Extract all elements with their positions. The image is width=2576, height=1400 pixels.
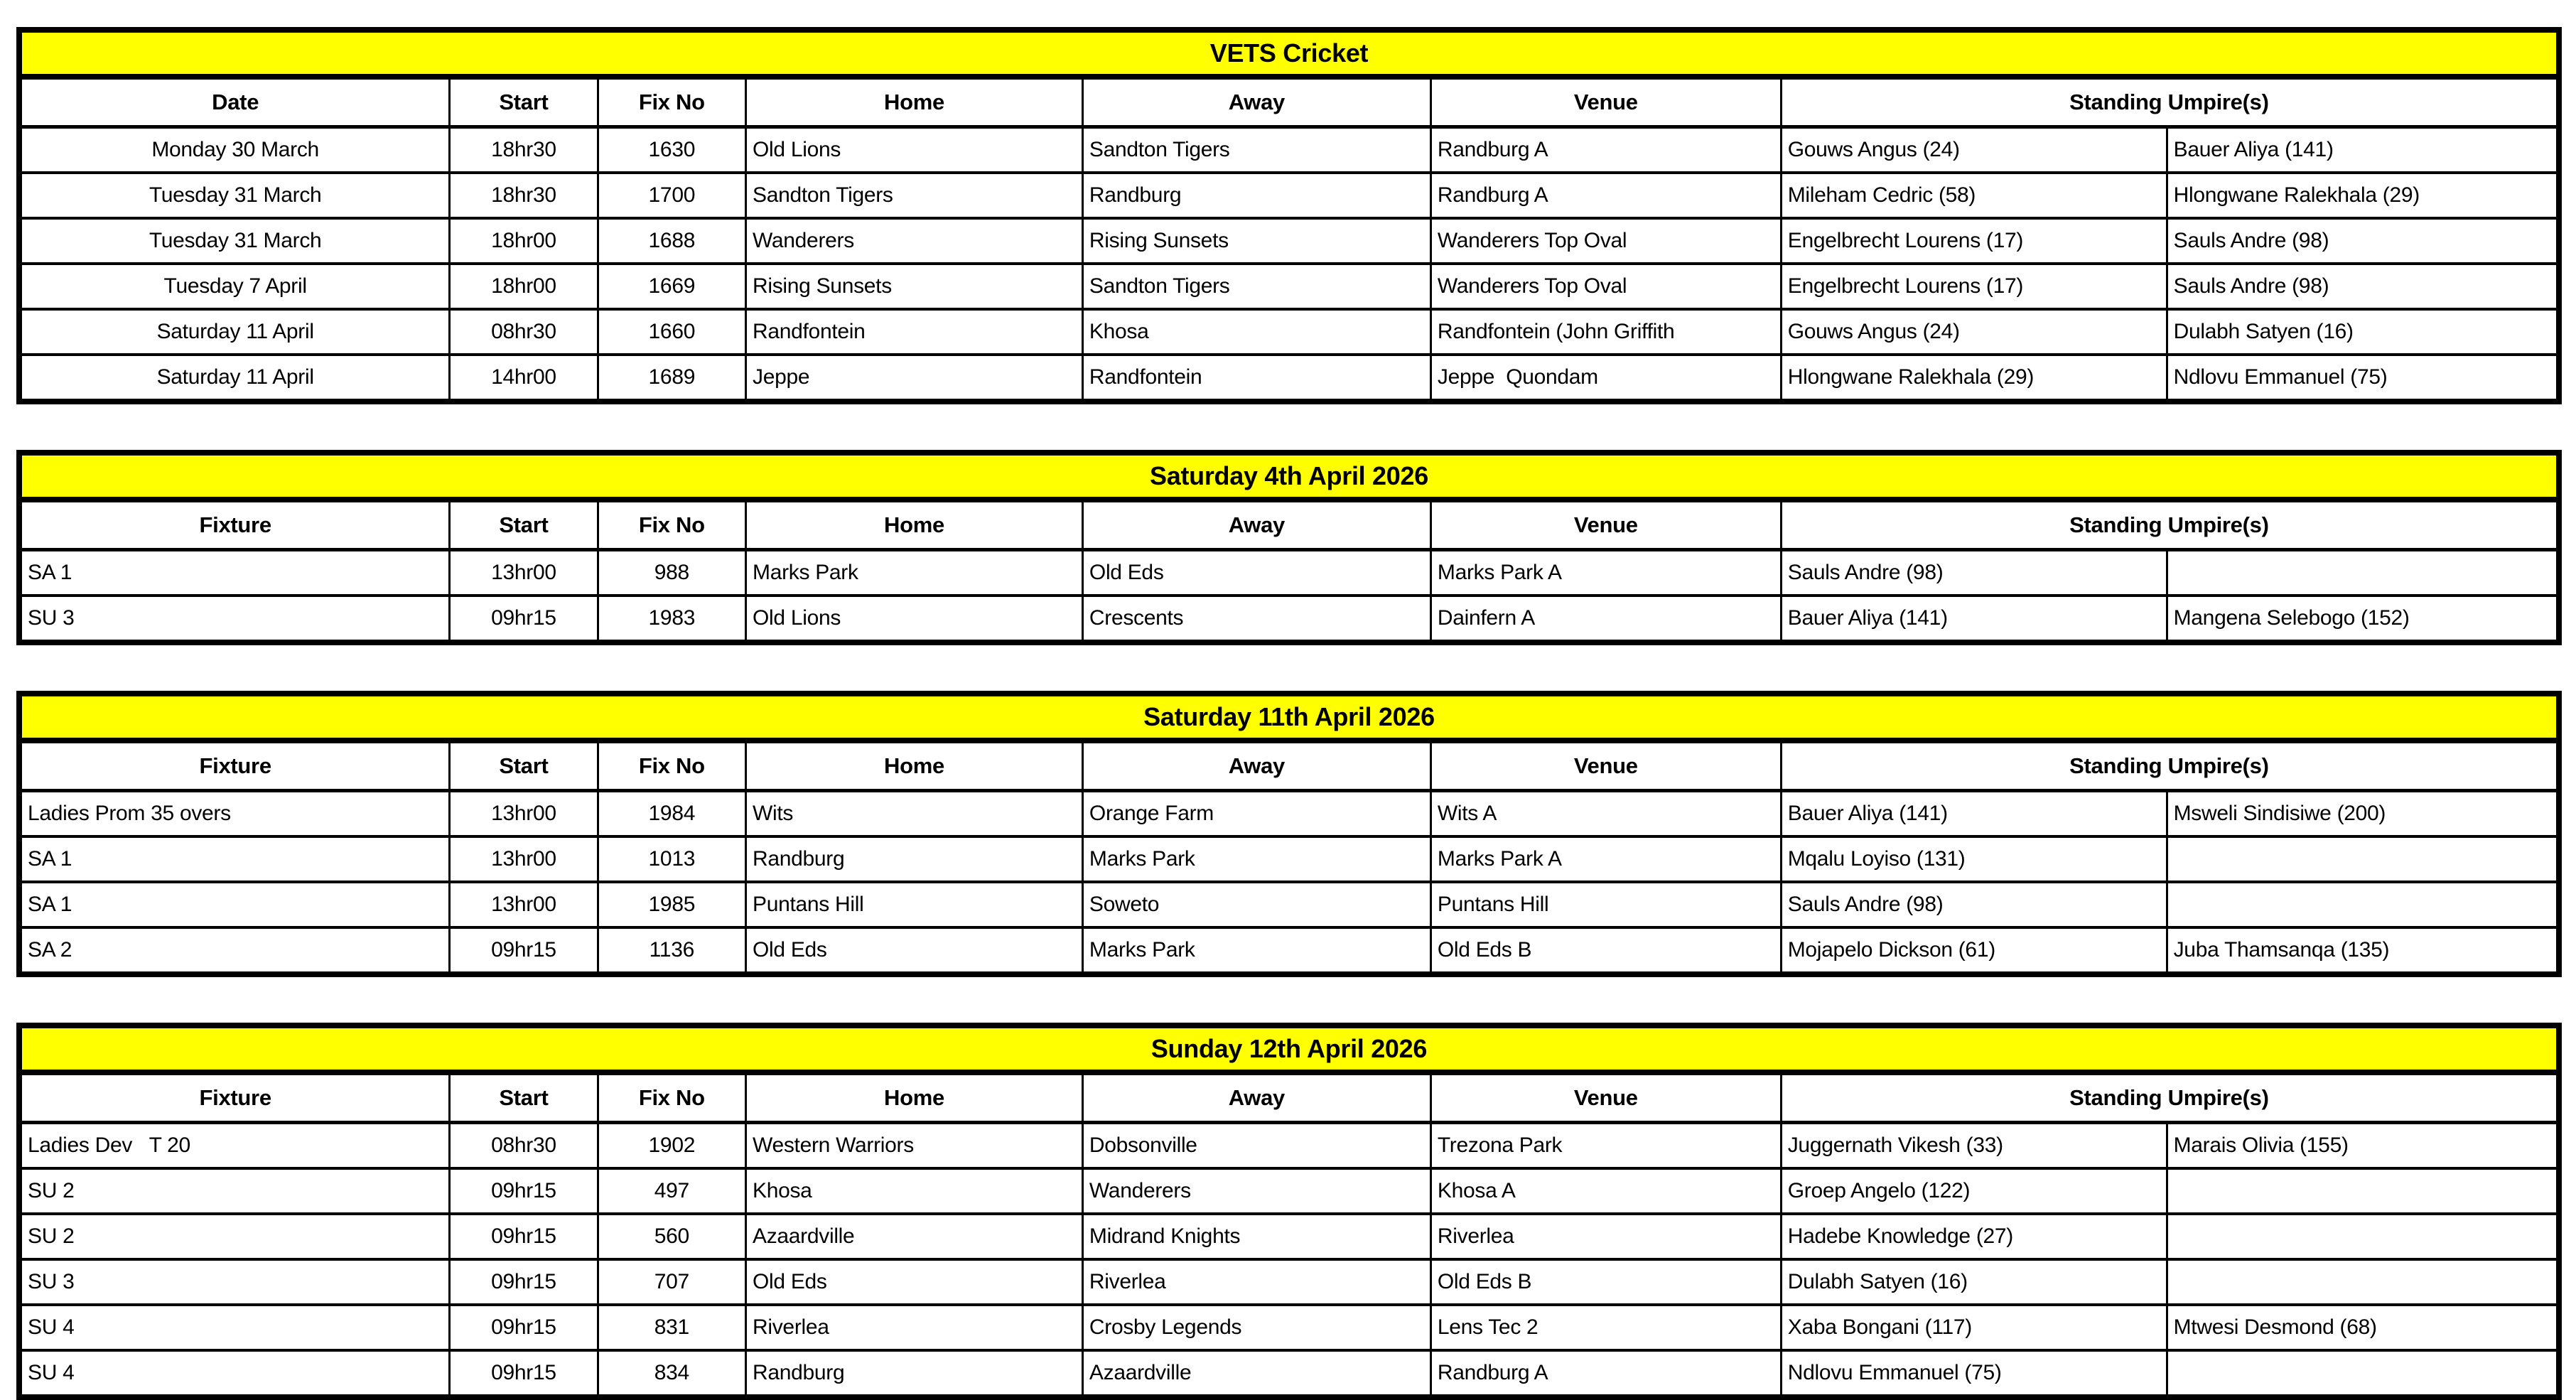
cell-umpire-1: Groep Angelo (122) [1781, 1168, 2167, 1214]
cell-umpire-2: Bauer Aliya (141) [2167, 127, 2559, 173]
cell-fix-no: 1700 [598, 173, 745, 218]
cell-date-or-fixture: SU 3 [19, 596, 450, 642]
cell-venue: Puntans Hill [1430, 882, 1781, 927]
fixture-row [19, 1168, 2559, 1214]
col-header-2: Fix No [598, 500, 745, 550]
cell-fix-no: 1985 [598, 882, 745, 927]
col-header-3: Home [746, 741, 1083, 791]
cell-away: Soweto [1082, 882, 1430, 927]
cell-fix-no: 497 [598, 1168, 745, 1214]
cell-home: Riverlea [746, 1305, 1083, 1350]
fixtures-table-4 [16, 1023, 2562, 1400]
cell-umpire-1: Bauer Aliya (141) [1781, 596, 2167, 642]
fixture-row [19, 173, 2559, 218]
cell-umpire-1: Juggernath Vikesh (33) [1781, 1123, 2167, 1169]
fixture-row [19, 550, 2559, 596]
cell-date-or-fixture: Saturday 11 April [19, 355, 450, 402]
fixture-row [19, 596, 2559, 642]
cell-date-or-fixture: Tuesday 7 April [19, 264, 450, 309]
table-title-row [19, 30, 2559, 77]
cell-umpire-1: Engelbrecht Lourens (17) [1781, 218, 2167, 264]
cell-start: 18hr00 [450, 218, 598, 264]
cell-date-or-fixture: SA 1 [19, 836, 450, 882]
fixture-row [19, 1350, 2559, 1397]
cell-start: 09hr15 [450, 596, 598, 642]
cell-start: 13hr00 [450, 882, 598, 927]
cell-umpire-2: Ndlovu Emmanuel (75) [2167, 355, 2559, 402]
col-header-6: Standing Umpire(s) [1781, 741, 2559, 791]
cell-date-or-fixture: Monday 30 March [19, 127, 450, 173]
cell-start: 09hr15 [450, 1350, 598, 1397]
cell-umpire-1: Bauer Aliya (141) [1781, 791, 2167, 837]
cell-fix-no: 988 [598, 550, 745, 596]
cell-venue: Riverlea [1430, 1214, 1781, 1259]
cell-start: 09hr15 [450, 1168, 598, 1214]
table-title-row [19, 694, 2559, 741]
cell-home: Randfontein [746, 309, 1083, 355]
cell-venue: Wanderers Top Oval [1430, 218, 1781, 264]
cell-fix-no: 1984 [598, 791, 745, 837]
cell-umpire-1: Hadebe Knowledge (27) [1781, 1214, 2167, 1259]
cell-date-or-fixture: SU 2 [19, 1214, 450, 1259]
cell-venue: Randburg A [1430, 173, 1781, 218]
cell-home: Jeppe [746, 355, 1083, 402]
cell-date-or-fixture: Tuesday 31 March [19, 173, 450, 218]
cell-away: Sandton Tigers [1082, 127, 1430, 173]
cell-away: Marks Park [1082, 927, 1430, 974]
cell-venue: Randfontein (John Griffith [1430, 309, 1781, 355]
cell-home: Azaardville [746, 1214, 1083, 1259]
cell-umpire-1: Mileham Cedric (58) [1781, 173, 2167, 218]
cell-start: 09hr15 [450, 927, 598, 974]
cell-away: Crescents [1082, 596, 1430, 642]
col-header-1: Start [450, 741, 598, 791]
cell-fix-no: 560 [598, 1214, 745, 1259]
cell-home: Old Eds [746, 927, 1083, 974]
col-header-3: Home [746, 500, 1083, 550]
cell-fix-no: 831 [598, 1305, 745, 1350]
cell-home: Western Warriors [746, 1123, 1083, 1169]
cell-home: Rising Sunsets [746, 264, 1083, 309]
table-title: Sunday 12th April 2026 [19, 1025, 2559, 1072]
cell-umpire-1: Sauls Andre (98) [1781, 550, 2167, 596]
cell-umpire-2: Juba Thamsanqa (135) [2167, 927, 2559, 974]
col-header-2: Fix No [598, 741, 745, 791]
cell-away: Midrand Knights [1082, 1214, 1430, 1259]
col-header-5: Venue [1430, 1072, 1781, 1123]
cell-umpire-1: Hlongwane Ralekhala (29) [1781, 355, 2167, 402]
col-header-4: Away [1082, 500, 1430, 550]
cell-fix-no: 1630 [598, 127, 745, 173]
col-header-6: Standing Umpire(s) [1781, 1072, 2559, 1123]
col-header-1: Start [450, 1072, 598, 1123]
fixture-row [19, 1123, 2559, 1169]
cell-umpire-1: Mojapelo Dickson (61) [1781, 927, 2167, 974]
cell-fix-no: 1689 [598, 355, 745, 402]
cell-fix-no: 1660 [598, 309, 745, 355]
cell-date-or-fixture: SA 2 [19, 927, 450, 974]
cell-umpire-2: Mangena Selebogo (152) [2167, 596, 2559, 642]
fixture-row [19, 1259, 2559, 1305]
cell-start: 18hr30 [450, 127, 598, 173]
col-header-0: Fixture [19, 741, 450, 791]
table-title: Saturday 11th April 2026 [19, 694, 2559, 741]
cell-fix-no: 1688 [598, 218, 745, 264]
col-header-5: Venue [1430, 77, 1781, 127]
cell-fix-no: 1669 [598, 264, 745, 309]
fixture-row [19, 882, 2559, 927]
cell-umpire-2: Mtwesi Desmond (68) [2167, 1305, 2559, 1350]
cell-venue: Randburg A [1430, 127, 1781, 173]
cell-umpire-1: Ndlovu Emmanuel (75) [1781, 1350, 2167, 1397]
cell-home: Randburg [746, 836, 1083, 882]
cell-umpire-2 [2167, 1259, 2559, 1305]
col-header-6: Standing Umpire(s) [1781, 77, 2559, 127]
cell-venue: Old Eds B [1430, 927, 1781, 974]
cell-home: Sandton Tigers [746, 173, 1083, 218]
cell-fix-no: 1013 [598, 836, 745, 882]
col-header-5: Venue [1430, 741, 1781, 791]
cell-venue: Wanderers Top Oval [1430, 264, 1781, 309]
cell-away: Old Eds [1082, 550, 1430, 596]
col-header-1: Start [450, 77, 598, 127]
cell-away: Riverlea [1082, 1259, 1430, 1305]
cell-date-or-fixture: SU 4 [19, 1350, 450, 1397]
cell-umpire-2 [2167, 882, 2559, 927]
cell-date-or-fixture: Ladies Dev T 20 [19, 1123, 450, 1169]
cell-date-or-fixture: SU 2 [19, 1168, 450, 1214]
cell-home: Randburg [746, 1350, 1083, 1397]
fixture-row [19, 127, 2559, 173]
cell-start: 18hr30 [450, 173, 598, 218]
cell-home: Old Lions [746, 127, 1083, 173]
col-header-0: Fixture [19, 500, 450, 550]
cell-date-or-fixture: SA 1 [19, 882, 450, 927]
cell-umpire-1: Sauls Andre (98) [1781, 882, 2167, 927]
cell-home: Wanderers [746, 218, 1083, 264]
fixtures-table-3 [16, 691, 2562, 977]
cell-fix-no: 1983 [598, 596, 745, 642]
cell-date-or-fixture: SU 3 [19, 1259, 450, 1305]
cell-away: Dobsonville [1082, 1123, 1430, 1169]
cell-umpire-2: Hlongwane Ralekhala (29) [2167, 173, 2559, 218]
table-title-row [19, 453, 2559, 500]
cell-venue: Randburg A [1430, 1350, 1781, 1397]
col-header-2: Fix No [598, 1072, 745, 1123]
cell-umpire-2: Msweli Sindisiwe (200) [2167, 791, 2559, 837]
cell-umpire-1: Mqalu Loyiso (131) [1781, 836, 2167, 882]
cell-home: Khosa [746, 1168, 1083, 1214]
fixture-row [19, 355, 2559, 402]
col-header-6: Standing Umpire(s) [1781, 500, 2559, 550]
cell-venue: Dainfern A [1430, 596, 1781, 642]
cell-start: 09hr15 [450, 1305, 598, 1350]
column-header-row [19, 1072, 2559, 1123]
cell-home: Wits [746, 791, 1083, 837]
fixture-row [19, 218, 2559, 264]
cell-away: Orange Farm [1082, 791, 1430, 837]
cell-umpire-1: Gouws Angus (24) [1781, 309, 2167, 355]
column-header-row [19, 77, 2559, 127]
fixture-row [19, 836, 2559, 882]
cell-home: Puntans Hill [746, 882, 1083, 927]
cell-umpire-2: Sauls Andre (98) [2167, 264, 2559, 309]
cell-start: 13hr00 [450, 550, 598, 596]
cell-umpire-2 [2167, 836, 2559, 882]
cell-away: Randfontein [1082, 355, 1430, 402]
fixtures-sheet [16, 27, 2562, 1400]
cell-venue: Marks Park A [1430, 836, 1781, 882]
cell-umpire-2: Dulabh Satyen (16) [2167, 309, 2559, 355]
table-title-row [19, 1025, 2559, 1072]
cell-date-or-fixture: SA 1 [19, 550, 450, 596]
cell-umpire-1: Engelbrecht Lourens (17) [1781, 264, 2167, 309]
cell-fix-no: 1902 [598, 1123, 745, 1169]
cell-start: 13hr00 [450, 791, 598, 837]
cell-away: Randburg [1082, 173, 1430, 218]
fixture-row [19, 791, 2559, 837]
cell-home: Old Eds [746, 1259, 1083, 1305]
cell-away: Rising Sunsets [1082, 218, 1430, 264]
cell-venue: Jeppe Quondam [1430, 355, 1781, 402]
cell-away: Wanderers [1082, 1168, 1430, 1214]
col-header-1: Start [450, 500, 598, 550]
cell-venue: Trezona Park [1430, 1123, 1781, 1169]
fixture-row [19, 927, 2559, 974]
cell-venue: Old Eds B [1430, 1259, 1781, 1305]
col-header-5: Venue [1430, 500, 1781, 550]
table-title: VETS Cricket [19, 30, 2559, 77]
cell-venue: Lens Tec 2 [1430, 1305, 1781, 1350]
col-header-0: Date [19, 77, 450, 127]
cell-start: 09hr15 [450, 1259, 598, 1305]
col-header-4: Away [1082, 741, 1430, 791]
cell-umpire-1: Xaba Bongani (117) [1781, 1305, 2167, 1350]
cell-start: 09hr15 [450, 1214, 598, 1259]
cell-fix-no: 1136 [598, 927, 745, 974]
cell-umpire-1: Gouws Angus (24) [1781, 127, 2167, 173]
cell-umpire-1: Dulabh Satyen (16) [1781, 1259, 2167, 1305]
cell-fix-no: 834 [598, 1350, 745, 1397]
col-header-0: Fixture [19, 1072, 450, 1123]
cell-home: Old Lions [746, 596, 1083, 642]
cell-away: Sandton Tigers [1082, 264, 1430, 309]
fixtures-table-1 [16, 27, 2562, 404]
fixture-row [19, 264, 2559, 309]
cell-start: 13hr00 [450, 836, 598, 882]
cell-umpire-2 [2167, 1214, 2559, 1259]
cell-fix-no: 707 [598, 1259, 745, 1305]
cell-umpire-2 [2167, 550, 2559, 596]
cell-away: Marks Park [1082, 836, 1430, 882]
cell-venue: Khosa A [1430, 1168, 1781, 1214]
cell-home: Marks Park [746, 550, 1083, 596]
col-header-2: Fix No [598, 77, 745, 127]
fixture-row [19, 1305, 2559, 1350]
cell-date-or-fixture: Tuesday 31 March [19, 218, 450, 264]
col-header-4: Away [1082, 77, 1430, 127]
fixture-row [19, 309, 2559, 355]
cell-away: Azaardville [1082, 1350, 1430, 1397]
table-title: Saturday 4th April 2026 [19, 453, 2559, 500]
cell-date-or-fixture: SU 4 [19, 1305, 450, 1350]
fixtures-table-2 [16, 450, 2562, 645]
cell-date-or-fixture: Saturday 11 April [19, 309, 450, 355]
cell-umpire-2: Marais Olivia (155) [2167, 1123, 2559, 1169]
column-header-row [19, 741, 2559, 791]
cell-date-or-fixture: Ladies Prom 35 overs [19, 791, 450, 837]
fixture-row [19, 1214, 2559, 1259]
col-header-4: Away [1082, 1072, 1430, 1123]
cell-start: 08hr30 [450, 1123, 598, 1169]
col-header-3: Home [746, 1072, 1083, 1123]
col-header-3: Home [746, 77, 1083, 127]
cell-start: 14hr00 [450, 355, 598, 402]
cell-start: 18hr00 [450, 264, 598, 309]
cell-start: 08hr30 [450, 309, 598, 355]
cell-away: Crosby Legends [1082, 1305, 1430, 1350]
cell-umpire-2 [2167, 1350, 2559, 1397]
cell-venue: Marks Park A [1430, 550, 1781, 596]
cell-away: Khosa [1082, 309, 1430, 355]
cell-venue: Wits A [1430, 791, 1781, 837]
column-header-row [19, 500, 2559, 550]
cell-umpire-2: Sauls Andre (98) [2167, 218, 2559, 264]
cell-umpire-2 [2167, 1168, 2559, 1214]
